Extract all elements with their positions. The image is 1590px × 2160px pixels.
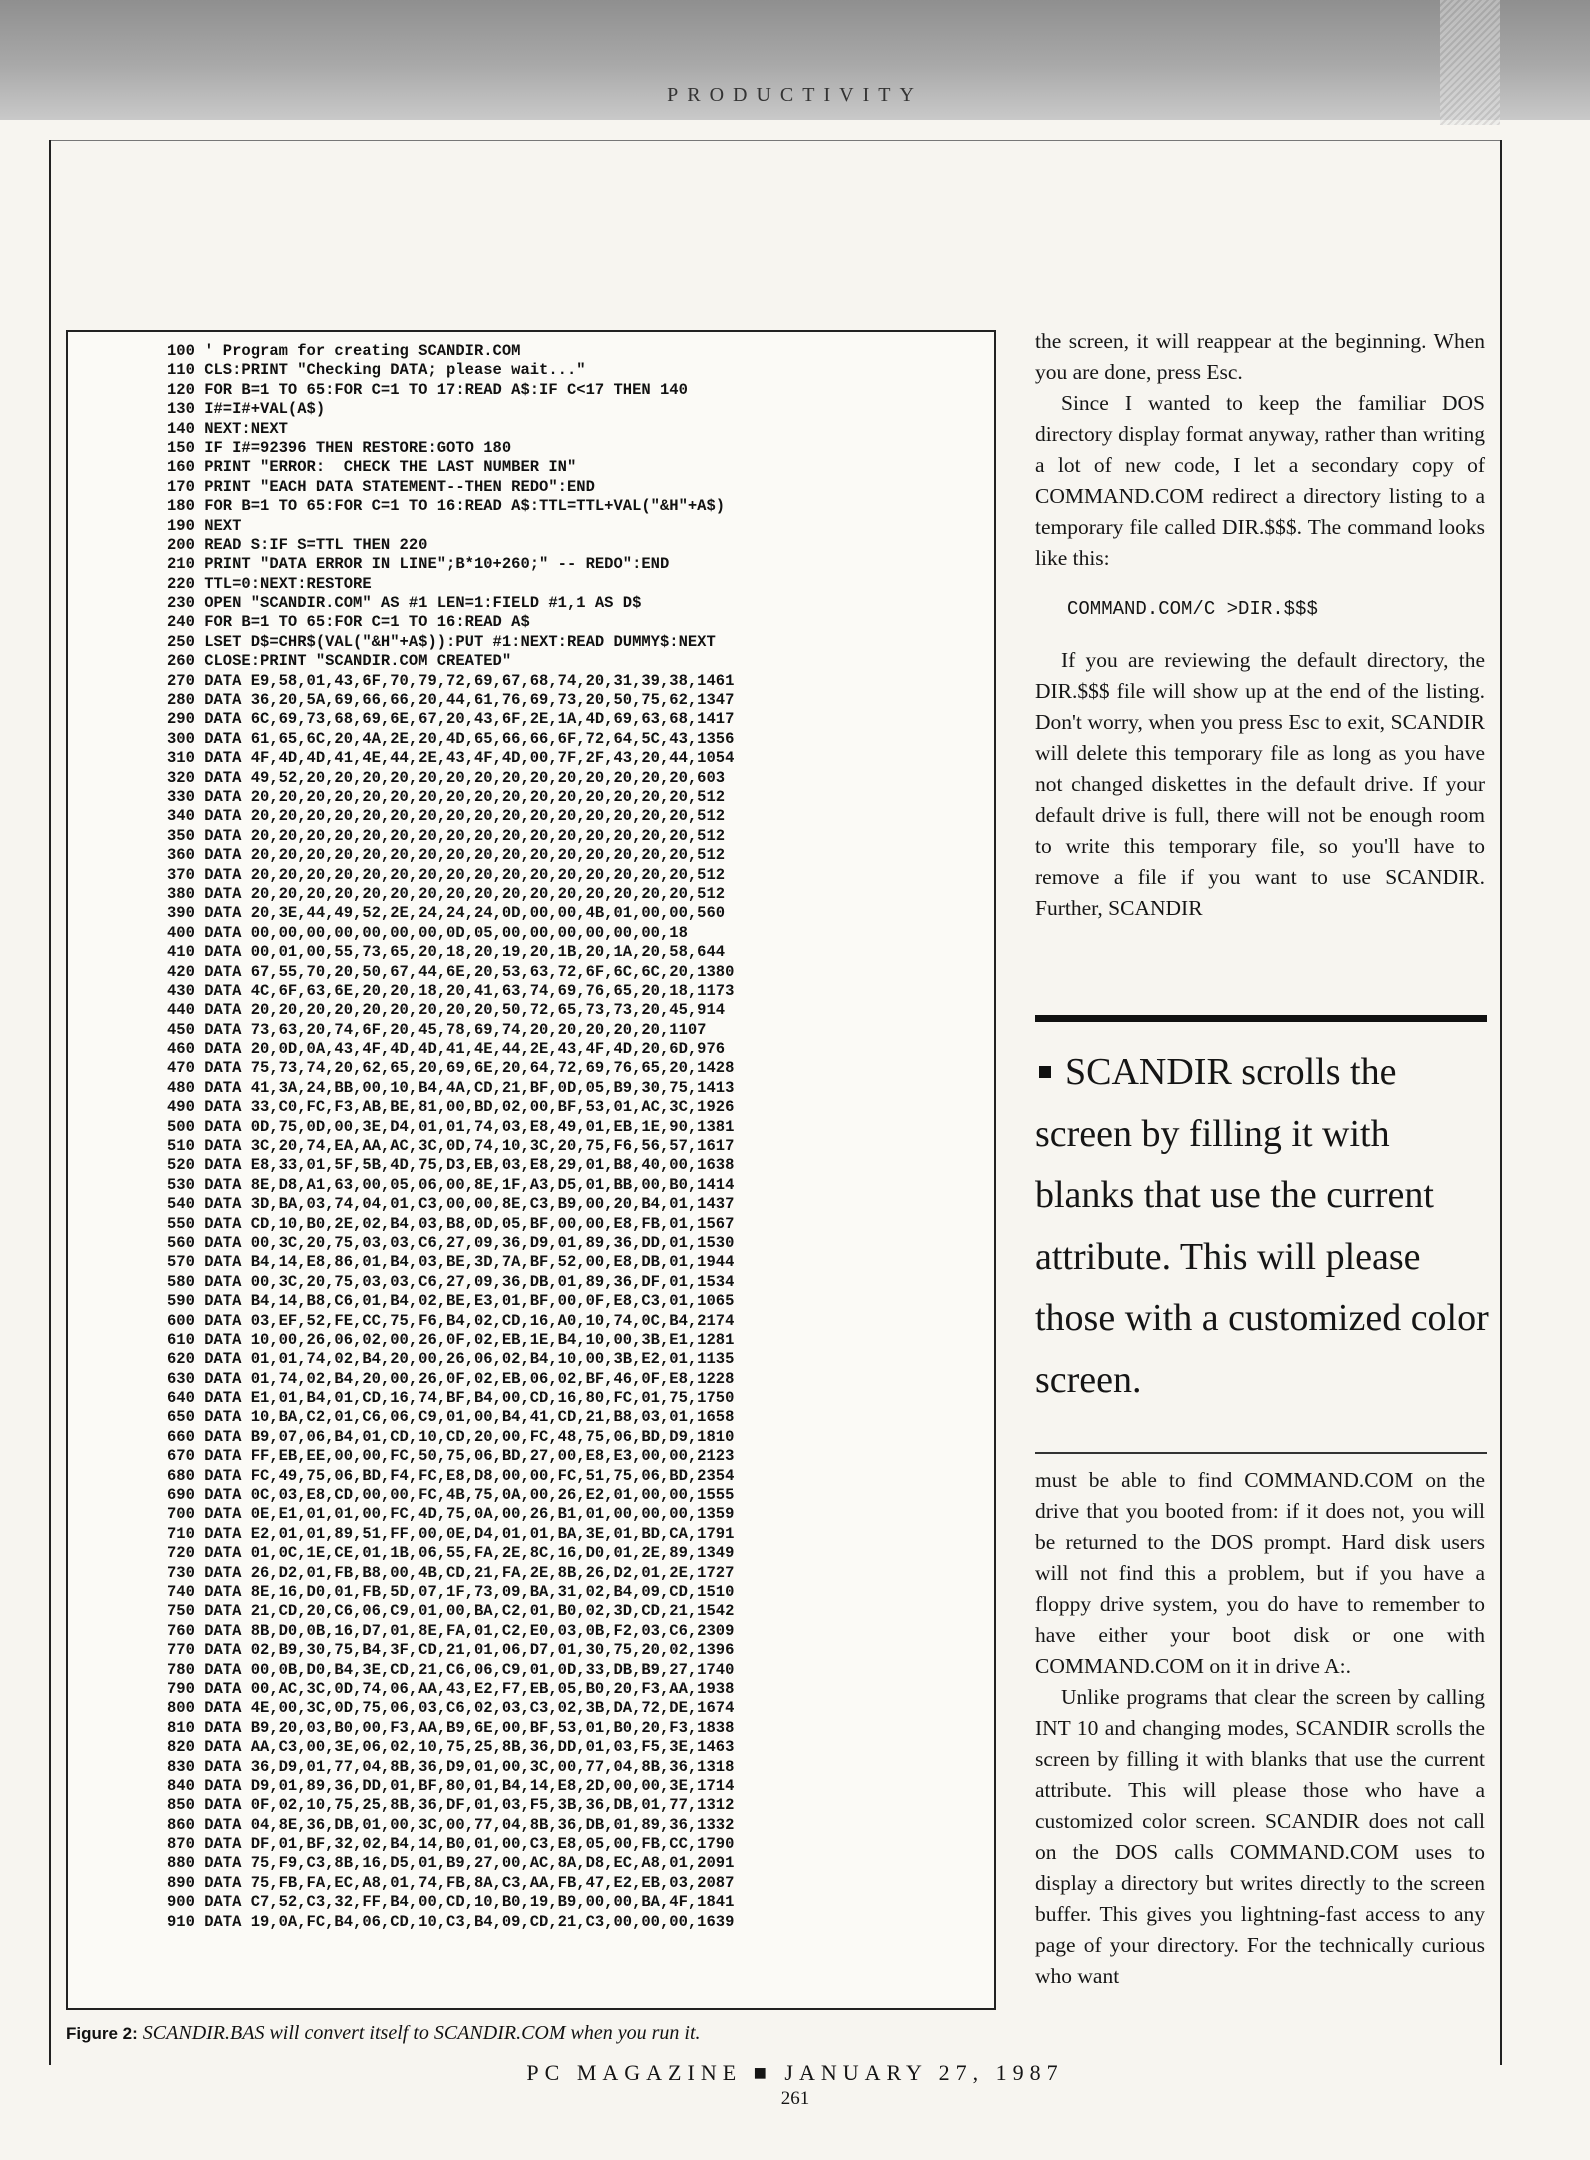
code-line: 240 FOR B=1 TO 65:FOR C=1 TO 16:READ A$ [167, 613, 530, 632]
paragraph: If you are reviewing the default directory, the DIR.$$$ file will show up at the end of the listing. Don't worry, when you press Esc to exit, SCANDIR will delete this temporary file as long as you have not changed diskettes in the default drive. If your default drive is full, there will not be enough room to write this temporary file, so you'll have to remove a file if you want to use SCANDIR. Further, SCANDIR [1035, 648, 1485, 920]
code-line: 350 DATA 20,20,20,20,20,20,20,20,20,20,20,20,20,20,20,20,512 [167, 826, 726, 845]
code-line: 250 LSET D$=CHR$(VAL("&H"+A$)):PUT #1:NEXT:READ DUMMY$:NEXT [167, 632, 716, 651]
page-rule-top [49, 140, 1502, 141]
code-line: 270 DATA E9,58,01,43,6F,70,79,72,69,67,68,74,20,31,39,38,1461 [167, 671, 735, 690]
code-line: 820 DATA AA,C3,00,3E,06,02,10,75,25,8B,36,DD,01,03,F5,3E,1463 [167, 1738, 735, 1757]
code-line: 650 DATA 10,BA,C2,01,C6,06,C9,01,00,B4,41,CD,21,B8,03,01,1658 [167, 1408, 735, 1427]
bullet-square-icon [1039, 1066, 1051, 1078]
code-line: 380 DATA 20,20,20,20,20,20,20,20,20,20,20,20,20,20,20,20,512 [167, 884, 726, 903]
code-line: 430 DATA 4C,6F,63,6E,20,20,18,20,41,63,74,69,76,65,20,18,1173 [167, 981, 735, 1000]
paragraph: Since I wanted to keep the familiar DOS directory display format anyway, rather than writing a lot of new code, I let a secondary copy of COMMAND.COM redirect a directory listing to a temporary file called DIR.$$$. The command looks like this: [1035, 391, 1485, 570]
code-line: 690 DATA 0C,03,E8,CD,00,00,FC,4B,75,0A,00,26,E2,01,00,00,1555 [167, 1486, 735, 1505]
code-line: 160 PRINT "ERROR: CHECK THE LAST NUMBER IN" [167, 458, 577, 477]
command-example: COMMAND.COM/C >DIR.$$$ [1067, 598, 1318, 620]
code-line: 600 DATA 03,EF,52,FE,CC,75,F6,B4,02,CD,16,A0,10,74,0C,B4,2174 [167, 1311, 735, 1330]
pull-quote [1035, 1042, 1495, 1411]
code-line: 830 DATA 36,D9,01,77,04,8B,36,D9,01,00,3C,00,77,04,8B,36,1318 [167, 1757, 735, 1776]
code-line: 460 DATA 20,0D,0A,43,4F,4D,4D,41,4E,44,2E,43,4F,4D,20,6D,976 [167, 1040, 726, 1059]
magazine-footer: PC MAGAZINE ■ JANUARY 27, 1987 [526, 2060, 1064, 2085]
code-line: 810 DATA B9,20,03,B0,00,F3,AA,B9,6E,00,BF,53,01,B0,20,F3,1838 [167, 1718, 735, 1737]
code-line: 760 DATA 8B,D0,0B,16,D7,01,8E,FA,01,C2,E0,03,0B,F2,03,C6,2309 [167, 1621, 735, 1640]
code-line: 800 DATA 4E,00,3C,0D,75,06,03,C6,02,03,C3,02,3B,DA,72,DE,1674 [167, 1699, 735, 1718]
code-line: 190 NEXT [167, 516, 242, 535]
code-line: 310 DATA 4F,4D,4D,41,4E,44,2E,43,4F,4D,00,7F,2F,43,20,44,1054 [167, 749, 735, 768]
code-line: 700 DATA 0E,E1,01,01,00,FC,4D,75,0A,00,26,B1,01,00,00,00,1359 [167, 1505, 735, 1524]
code-line: 590 DATA B4,14,B8,C6,01,B4,02,BE,E3,01,BF,00,0F,E8,C3,01,1065 [167, 1292, 735, 1311]
paragraph: must be able to find COMMAND.COM on the drive that you booted from: if it does not, you will be returned to the DOS prompt. Hard disk users will not find this a problem, but if you have a floppy drive system, you do have to remember to have either your boot disk or one with COMMAND.COM on it in drive A:. [1035, 1468, 1485, 1678]
code-line: 750 DATA 21,CD,20,C6,06,C9,01,00,BA,C2,01,B0,02,3D,CD,21,1542 [167, 1602, 735, 1621]
code-line: 780 DATA 00,0B,D0,B4,3E,CD,21,C6,06,C9,01,0D,33,DB,B9,27,1740 [167, 1660, 735, 1679]
code-line: 330 DATA 20,20,20,20,20,20,20,20,20,20,20,20,20,20,20,20,512 [167, 787, 726, 806]
article-column-bottom [1035, 1465, 1485, 1992]
code-line: 280 DATA 36,20,5A,69,66,66,20,44,61,76,69,73,20,50,75,62,1347 [167, 691, 735, 710]
code-line: 860 DATA 04,8E,36,DB,01,00,3C,00,77,04,8B,36,DB,01,89,36,1332 [167, 1815, 735, 1834]
code-line: 770 DATA 02,B9,30,75,B4,3F,CD,21,01,06,D7,01,30,75,20,02,1396 [167, 1641, 735, 1660]
code-line: 890 DATA 75,FB,FA,EC,A8,01,74,FB,8A,C3,AA,FB,47,E2,EB,03,2087 [167, 1873, 735, 1892]
page-rule-left [49, 140, 51, 2065]
code-line: 210 PRINT "DATA ERROR IN LINE";B*10+260;" -- REDO":END [167, 555, 670, 574]
code-line: 290 DATA 6C,69,73,68,69,6E,67,20,43,6F,2E,1A,4D,69,63,68,1417 [167, 710, 735, 729]
code-line: 440 DATA 20,20,20,20,20,20,20,20,20,50,72,65,73,73,20,45,914 [167, 1001, 726, 1020]
code-line: 560 DATA 00,3C,20,75,03,03,C6,27,09,36,D9,01,89,36,DD,01,1530 [167, 1233, 735, 1252]
code-line: 900 DATA C7,52,C3,32,FF,B4,00,CD,10,B0,19,B9,00,00,BA,4F,1841 [167, 1893, 735, 1912]
article-column-top [1035, 326, 1485, 924]
pullquote-rule-bottom [1035, 1452, 1487, 1454]
code-line: 910 DATA 19,0A,FC,B4,06,CD,10,C3,B4,09,CD,21,C3,00,00,00,1639 [167, 1912, 735, 1931]
pullquote-rule-top [1035, 1015, 1487, 1022]
code-line: 500 DATA 0D,75,0D,00,3E,D4,01,01,74,03,E8,49,01,EB,1E,90,1381 [167, 1117, 735, 1136]
code-line: 580 DATA 00,3C,20,75,03,03,C6,27,09,36,DB,01,89,36,DF,01,1534 [167, 1272, 735, 1291]
code-line: 130 I#=I#+VAL(A$) [167, 400, 326, 419]
code-line: 680 DATA FC,49,75,06,BD,F4,FC,E8,D8,00,00,FC,51,75,06,BD,2354 [167, 1466, 735, 1485]
code-line: 400 DATA 00,00,00,00,00,00,00,0D,05,00,00,00,00,00,00,18 [167, 923, 688, 942]
code-line: 870 DATA DF,01,BF,32,02,B4,14,B0,01,00,C3,E8,05,00,FB,CC,1790 [167, 1835, 735, 1854]
code-line: 480 DATA 41,3A,24,BB,00,10,B4,4A,CD,21,BF,0D,05,B9,30,75,1413 [167, 1078, 735, 1097]
code-line: 880 DATA 75,F9,C3,8B,16,D5,01,B9,27,00,AC,8A,D8,EC,A8,01,2091 [167, 1854, 735, 1873]
code-line: 340 DATA 20,20,20,20,20,20,20,20,20,20,20,20,20,20,20,20,512 [167, 807, 726, 826]
code-line: 390 DATA 20,3E,44,49,52,2E,24,24,24,0D,00,00,4B,01,00,00,560 [167, 904, 726, 923]
code-line: 840 DATA D9,01,89,36,DD,01,BF,80,01,B4,14,E8,2D,00,00,3E,1714 [167, 1776, 735, 1795]
code-line: 540 DATA 3D,BA,03,74,04,01,C3,00,00,8E,C3,B9,00,20,B4,01,1437 [167, 1195, 735, 1214]
code-line: 720 DATA 01,0C,1E,CE,01,1B,06,55,FA,2E,8C,16,D0,01,2E,89,1349 [167, 1544, 735, 1563]
code-line: 230 OPEN "SCANDIR.COM" AS #1 LEN=1:FIELD #1,1 AS D$ [167, 594, 642, 613]
code-line: 850 DATA 0F,02,10,75,25,8B,36,DF,01,03,F5,3B,36,DB,01,77,1312 [167, 1796, 735, 1815]
code-line: 470 DATA 75,73,74,20,62,65,20,69,6E,20,64,72,69,76,65,20,1428 [167, 1059, 735, 1078]
code-line: 110 CLS:PRINT "Checking DATA; please wait..." [167, 361, 586, 380]
code-line: 710 DATA E2,01,01,89,51,FF,00,0E,D4,01,01,BA,3E,01,BD,CA,1791 [167, 1524, 735, 1543]
code-line: 740 DATA 8E,16,D0,01,FB,5D,07,1F,73,09,BA,31,02,B4,09,CD,1510 [167, 1583, 735, 1601]
page-rule-right [1500, 140, 1502, 2065]
code-line: 170 PRINT "EACH DATA STATEMENT--THEN REDO":END [167, 477, 595, 496]
code-line: 550 DATA CD,10,B0,2E,02,B4,03,B8,0D,05,BF,00,00,E8,FB,01,1567 [167, 1214, 735, 1233]
code-line: 570 DATA B4,14,E8,86,01,B4,03,BE,3D,7A,BF,52,00,E8,DB,01,1944 [167, 1253, 735, 1272]
paragraph: Unlike programs that clear the screen by calling INT 10 and changing modes, SCANDIR scrolls the screen by filling it with blanks that use the current attribute. This will please those who have a customized color screen. SCANDIR does not call on the DOS calls COMMAND.COM uses to display a directory but writes directly to the screen buffer. This gives you lightning-fast access to any page of your directory. For the technically curious who want [1035, 1685, 1485, 1988]
code-listing-figure [66, 330, 996, 2010]
code-line: 670 DATA FF,EB,EE,00,00,FC,50,75,06,BD,27,00,E8,E3,00,00,2123 [167, 1447, 735, 1466]
paragraph: the screen, it will reappear at the beginning. When you are done, press Esc. [1035, 329, 1485, 384]
code-line: 520 DATA E8,33,01,5F,5B,4D,75,D3,EB,03,E8,29,01,B8,40,00,1638 [167, 1156, 735, 1175]
code-line: 220 TTL=0:NEXT:RESTORE [167, 574, 372, 593]
code-line: 300 DATA 61,65,6C,20,4A,2E,20,4D,65,66,66,6F,72,64,5C,43,1356 [167, 729, 735, 748]
code-line: 660 DATA B9,07,06,B4,01,CD,10,CD,20,00,FC,48,75,06,BD,D9,1810 [167, 1427, 735, 1446]
code-line: 260 CLOSE:PRINT "SCANDIR.COM CREATED" [167, 652, 512, 671]
code-line: 620 DATA 01,01,74,02,B4,20,00,26,06,02,B4,10,00,3B,E2,01,1135 [167, 1350, 735, 1369]
code-line: 790 DATA 00,AC,3C,0D,74,06,AA,43,E2,F7,EB,05,B0,20,F3,AA,1938 [167, 1679, 735, 1698]
code-line: 320 DATA 49,52,20,20,20,20,20,20,20,20,20,20,20,20,20,20,603 [167, 768, 726, 787]
code-line: 410 DATA 00,01,00,55,73,65,20,18,20,19,20,1B,20,1A,20,58,644 [167, 943, 726, 962]
code-line: 610 DATA 10,00,26,06,02,00,26,0F,02,EB,1E,B4,10,00,3B,E1,1281 [167, 1330, 735, 1349]
code-line: 370 DATA 20,20,20,20,20,20,20,20,20,20,20,20,20,20,20,20,512 [167, 865, 726, 884]
code-line: 730 DATA 26,D2,01,FB,B8,00,4B,CD,21,FA,2E,8B,26,D2,01,2E,1727 [167, 1563, 735, 1582]
code-line: 630 DATA 01,74,02,B4,20,00,26,0F,02,EB,06,02,BF,46,0F,E8,1228 [167, 1369, 735, 1388]
figure-caption [66, 2022, 1006, 2045]
code-line: 100 ' Program for creating SCANDIR.COM [167, 342, 521, 360]
code-line: 200 READ S:IF S=TTL THEN 220 [167, 535, 428, 554]
code-line: 530 DATA 8E,D8,A1,63,00,05,06,00,8E,1F,A3,D5,01,BB,00,B0,1414 [167, 1175, 735, 1194]
code-line: 360 DATA 20,20,20,20,20,20,20,20,20,20,20,20,20,20,20,20,512 [167, 846, 726, 865]
pull-quote-text: SCANDIR scrolls the screen by filling it with blanks that use the current attribute. This will please those with a customized color screen. [1035, 1051, 1489, 1401]
code-line: 640 DATA E1,01,B4,01,CD,16,74,BF,B4,00,CD,16,80,FC,01,75,1750 [167, 1389, 735, 1408]
code-line: 120 FOR B=1 TO 65:FOR C=1 TO 17:READ A$:IF C<17 THEN 140 [167, 380, 688, 399]
code-listing [167, 342, 734, 1932]
page-number: 261 [780, 2088, 810, 2109]
code-line: 140 NEXT:NEXT [167, 419, 288, 438]
caption-label: Figure 2: [66, 2024, 138, 2043]
code-line: 420 DATA 67,55,70,20,50,67,44,6E,20,53,63,72,6F,6C,6C,20,1380 [167, 962, 735, 981]
code-line: 510 DATA 3C,20,74,EA,AA,AC,3C,0D,74,10,3C,20,75,F6,56,57,1617 [167, 1137, 735, 1156]
caption-text: SCANDIR.BAS will convert itself to SCANDIR.COM when you run it. [137, 2022, 701, 2044]
code-line: 450 DATA 73,63,20,74,6F,20,45,78,69,74,20,20,20,20,20,1107 [167, 1020, 707, 1039]
code-line: 150 IF I#=92396 THEN RESTORE:GOTO 180 [167, 438, 512, 457]
code-line: 490 DATA 33,C0,FC,F3,AB,BE,81,00,BD,02,00,BF,53,01,AC,3C,1926 [167, 1098, 735, 1117]
code-line: 180 FOR B=1 TO 65:FOR C=1 TO 16:READ A$:TTL=TTL+VAL("&H"+A$) [167, 497, 726, 516]
section-title: PRODUCTIVITY [667, 84, 923, 106]
